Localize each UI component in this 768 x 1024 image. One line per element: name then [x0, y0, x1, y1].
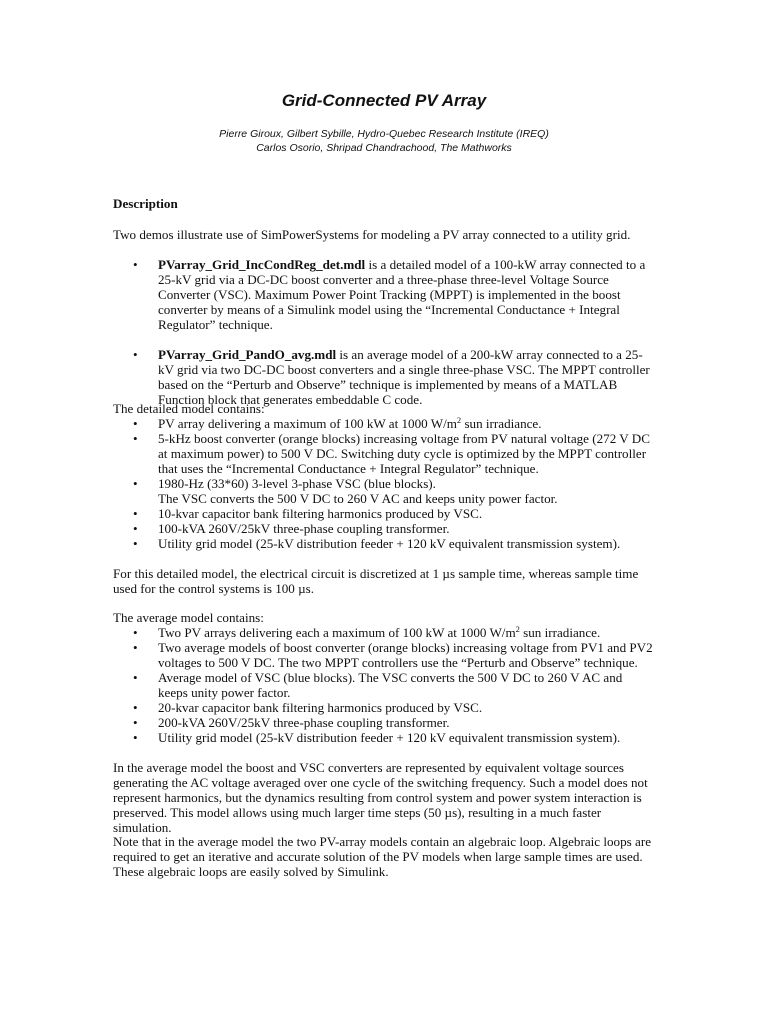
- list-item: • Average model of VSC (blue blocks). The VSC converts the 500 V DC to 260 V AC and keeps unity power factor.: [133, 670, 623, 700]
- discretization-paragraph: For this detailed model, the electrical circuit is discretized at 1 µs sample time, whereas sample time used for the control systems is 100 µs.: [113, 566, 639, 596]
- bullet-icon: •: [133, 347, 138, 362]
- algebraic-loop-note: Note that in the average model the two PV-array models contain an algebraic loop. Algebraic loops are required to get an iterative and accurate solution of the PV models when large sample times are used. These algebraic loops are easily solved by Simulink.: [113, 834, 651, 879]
- bullet-icon: •: [133, 700, 138, 715]
- bullet-icon: •: [133, 670, 138, 685]
- bullet-icon: •: [133, 257, 138, 272]
- authors-line-1: Pierre Giroux, Gilbert Sybille, Hydro-Quebec Research Institute (IREQ): [219, 128, 549, 140]
- list-item: • Two PV arrays delivering each a maximum of 100 kW at 1000 $W/m^2$ sun irradiance.: [133, 624, 601, 640]
- demo-list: [113, 257, 653, 407]
- bullet-icon: •: [133, 730, 138, 745]
- authors-line-2: Carlos Osorio, Shripad Chandrachood, The Mathworks: [256, 141, 512, 154]
- document-title: Grid-Connected PV Array: [281, 91, 487, 110]
- list-item: • 10-kvar capacitor bank filtering harmonics produced by VSC.: [133, 506, 483, 521]
- list-item: • 1980-Hz (33*60) 3-level 3-phase VSC (blue blocks). The VSC converts the 500 V DC to 260 V AC and keeps unity power factor.: [133, 476, 558, 506]
- bullet-icon: •: [133, 521, 138, 536]
- bullet-icon: •: [133, 476, 138, 491]
- description-intro: Two demos illustrate use of SimPowerSystems for modeling a PV array connected to a utility grid.: [113, 227, 631, 242]
- demo-item-average: [113, 347, 653, 407]
- bullet-icon: •: [133, 715, 138, 730]
- bullet-icon: •: [133, 431, 138, 446]
- demo-item-detailed: [113, 257, 653, 332]
- bullet-icon: •: [133, 536, 138, 551]
- list-item: • Utility grid model (25-kV distribution feeder + 120 kV equivalent transmission system).: [133, 536, 621, 551]
- list-item: • PV array delivering a maximum of 100 kW at 1000 $W/m^2$ sun irradiance.: [133, 415, 542, 431]
- authors-block: [0, 128, 768, 155]
- detailed-model-section: [113, 401, 653, 551]
- list-item: • 20-kvar capacitor bank filtering harmonics produced by VSC.: [133, 700, 483, 715]
- description-heading: Description: [113, 196, 178, 211]
- bullet-icon: •: [133, 506, 138, 521]
- demo-filename: PVarray_Grid_PandO_avg.mdl: [158, 347, 337, 362]
- bullet-icon: •: [133, 416, 138, 431]
- detailed-model-heading: The detailed model contains:: [113, 401, 265, 416]
- average-model-section: [113, 610, 653, 745]
- list-item: • 200-kVA 260V/25kV three-phase coupling transformer.: [133, 715, 450, 730]
- bullet-icon: •: [133, 625, 138, 640]
- average-model-paragraph: In the average model the boost and VSC converters are represented by equivalent voltage sources generating the AC voltage averaged over one cycle of the switching frequency. Such a model does not represent harmonics, but the dynamics resulting from control system and power system interaction is preserved. This model allows using much larger time steps (50 µs), resulting in a much faster simulation.: [113, 760, 648, 835]
- list-item: • Two average models of boost converter (orange blocks) increasing voltage from PV1 and PV2 voltages to 500 V DC. The two MPPT controllers use the “Perturb and Observe” technique.: [133, 640, 653, 670]
- demo-filename: PVarray_Grid_IncCondReg_det.mdl: [158, 257, 366, 272]
- demo-description: is an average model of a 200-kW array connected to a 25-kV grid via two DC-DC boost converters and a single three-phase VSC. The MPPT controller based on the “Perturb and Observe” technique is implemented by means of a MATLAB Function block that generates embeddable C code.: [158, 347, 650, 407]
- list-item: • 5-kHz boost converter (orange blocks) increasing voltage from PV natural voltage (272 V DC at maximum power) to 500 V DC. Switching duty cycle is optimized by the MPPT controller that uses the “Incremental Conductance + Integral Regulator” technique.: [133, 431, 650, 476]
- list-item: • Utility grid model (25-kV distribution feeder + 120 kV equivalent transmission system).: [133, 730, 621, 745]
- demo-description: is a detailed model of a 100-kW array connected to a 25-kV grid via a DC-DC boost converter and a three-phase three-level Voltage Source Converter (VSC). Maximum Power Point Tracking (MPPT) is implemented in the boost converter by means of a Simulink model using the “Incremental Conductance + Integral Regulator” technique.: [158, 257, 646, 332]
- bullet-icon: •: [133, 640, 138, 655]
- average-model-heading: The average model contains:: [113, 610, 264, 625]
- list-item: • 100-kVA 260V/25kV three-phase coupling transformer.: [133, 521, 450, 536]
